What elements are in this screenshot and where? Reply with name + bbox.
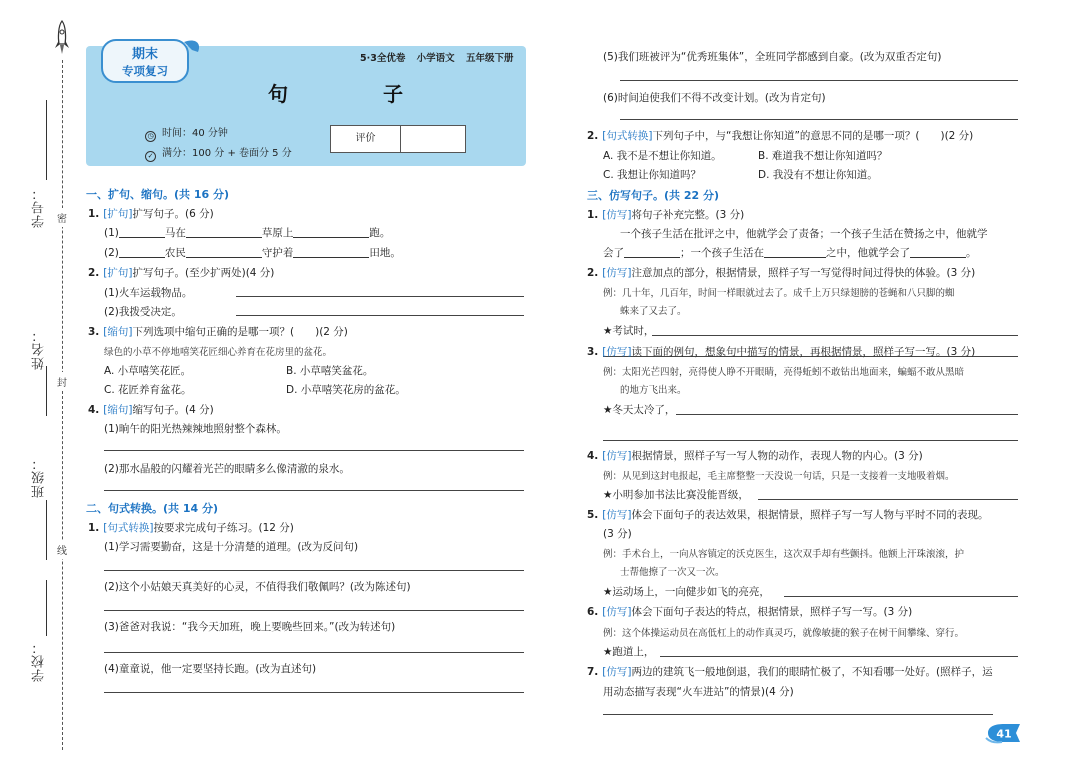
s3-q5: 5. [仿写]体会下面句子的表达效果，根据情景，照样子写一写人物与平时不同的表现。 xyxy=(587,509,989,521)
name-field xyxy=(30,290,52,420)
series-info xyxy=(360,50,522,64)
option-d[interactable]: D. 我没有不想让你知道。 xyxy=(758,169,878,181)
student-id-field xyxy=(30,100,52,270)
section1-heading: 一、扩句、缩句。(共 16 分) xyxy=(86,188,230,201)
binding-word-feng: 封 xyxy=(57,372,67,391)
s3-q6: 6. [仿写]体会下面句子表达的特点，根据情景，照样子写一写。(3 分) xyxy=(587,606,913,618)
blank[interactable] xyxy=(186,246,262,258)
class-field xyxy=(30,430,52,570)
s3-q6-example: 例：这个体操运动员在高低杠上的动作真灵巧，就像敏捷的猴子在树干间攀缘、穿行。 xyxy=(603,628,965,639)
answer-line[interactable] xyxy=(620,80,1018,81)
s3-q3-example1: 例：太阳光芒四射，亮得使人睁不开眼睛，亮得蚯蚓不敢钻出地面来，蝙蝠不敢从黑暗 xyxy=(603,367,965,378)
score-text: 满分：100 分 + 卷面分 5 分 xyxy=(162,148,292,159)
option-d[interactable]: D. 小草嘻笑花房的盆花。 xyxy=(286,384,406,396)
s1-q3-sentence: 绿色的小草不停地嘻笑花匠细心养育在花房里的盆花。 xyxy=(104,347,333,358)
s3-q7-line2: 用动态描写表现“火车进站”的情景)(4 分) xyxy=(603,686,794,698)
student-id-line[interactable] xyxy=(46,100,47,180)
blank[interactable] xyxy=(293,246,369,258)
s2-q2: 2. [句式转换]下列句子中，与“我想让你知道”的意思不同的是哪一项？( )(2 分) xyxy=(587,130,974,142)
s3-q4-answer: ★小明参加书法比赛没能晋级， xyxy=(603,489,749,501)
score-info xyxy=(145,144,292,162)
s2-q1: 1. [句式转换]按要求完成句子练习。(12 分) xyxy=(88,522,294,534)
s3-q2: 2. [仿写]注意加点的部分，根据情景，照样子写一写觉得时间过得快的体验。(3 分) xyxy=(587,267,976,279)
s1-q1 xyxy=(88,206,214,221)
blank[interactable] xyxy=(764,246,826,258)
s3-q2-example2: 蛛来了又去了。 xyxy=(620,306,687,317)
answer-line[interactable] xyxy=(104,570,524,571)
school-line[interactable] xyxy=(46,580,47,636)
blank[interactable] xyxy=(624,246,680,258)
s3-q5-points: (3 分) xyxy=(603,528,632,540)
s3-q1: 1. [仿写]将句子补充完整。(3 分) xyxy=(587,209,745,221)
option-c[interactable]: C. 我想让你知道吗？ xyxy=(603,169,702,181)
s3-q2-example1: 例：几十年，几百年，时间一样眼就过去了。成千上万只绿翅膀的苍蝇和八只脚的蜘 xyxy=(603,288,955,299)
clock-icon: ◷ xyxy=(145,131,156,142)
name-label: 姓名： xyxy=(32,328,47,370)
s3-q5-example2: 士帮他擦了一次又一次。 xyxy=(620,567,725,578)
blank[interactable] xyxy=(119,246,165,258)
answer-line[interactable] xyxy=(104,610,524,611)
series-brand: 5·3全优卷 xyxy=(360,53,406,64)
option-b[interactable]: B. 难道我不想让你知道吗？ xyxy=(758,150,888,162)
answer-line[interactable] xyxy=(652,335,1018,336)
s1-q2-1: (1)火车运载物品。 xyxy=(104,287,193,299)
blank[interactable] xyxy=(293,226,369,238)
evaluation-input[interactable] xyxy=(401,126,465,152)
s2-q1-2: (2)这个小姑娘天真美好的心灵，不值得我们敬佩吗？(改为陈述句) xyxy=(104,581,411,593)
q-text: 扩写句子。(6 分) xyxy=(132,208,214,220)
s1-q2-2: (2)我拨受决定。 xyxy=(104,306,182,318)
evaluation-box xyxy=(330,125,466,153)
s3-q4: 4. [仿写]根据情景，照样子写一写人物的动作，表现人物的内心。(3 分) xyxy=(587,450,923,462)
s1-q1-line2: (2) 农民 守护着 田地。 xyxy=(104,247,401,259)
page-number: 41 xyxy=(996,727,1012,741)
time-text: 时间：40 分钟 xyxy=(162,128,228,139)
class-label: 班级： xyxy=(32,456,47,498)
blank[interactable] xyxy=(910,246,966,258)
q-number: 1. xyxy=(88,208,100,220)
series-subject: 小学语文 xyxy=(416,53,455,64)
answer-line[interactable] xyxy=(104,450,524,451)
binding-word-mi: 密 xyxy=(57,208,67,227)
answer-line[interactable] xyxy=(660,656,1018,657)
student-id-label: 学号： xyxy=(32,186,47,228)
blank[interactable] xyxy=(186,226,262,238)
s3-q3-answer: ★冬天太冷了， xyxy=(603,404,676,416)
answer-line[interactable] xyxy=(676,414,1018,415)
evaluation-label: 评价 xyxy=(331,126,401,152)
answer-line[interactable] xyxy=(758,499,1018,500)
s1-q4-2: (2)那水晶般的闪耀着光芒的眼睛多么像清澈的泉水。 xyxy=(104,463,350,475)
s3-q7: 7. [仿写]两边的建筑飞一般地倒退，我们的眼睛忙极了，不知看哪一处好。(照样子，运 xyxy=(587,666,993,678)
s3-q5-example1: 例：手术台上，一向从容镇定的沃克医生，这次双手却有些颤抖。他额上汗珠滚滚，护 xyxy=(603,549,965,560)
school-field xyxy=(30,580,52,730)
class-line[interactable] xyxy=(46,500,47,560)
series-grade: 五年级下册 xyxy=(465,53,514,64)
s2-q1-3: (3)爸爸对我说：“我今天加班，晚上要晚些回来。”(改为转述句) xyxy=(104,621,396,633)
s1-q1-line1: (1) 马在 草原上 跑。 xyxy=(104,227,391,239)
s1-q3: 3. [缩句]下列选项中缩句正确的是哪一项？( )(2 分) xyxy=(88,326,348,338)
s3-q1-line1: 一个孩子生活在批评之中，他就学会了责备；一个孩子生活在赞扬之中，他就学 xyxy=(620,228,988,240)
s3-q3: 3. [仿写]读下面的例句，想象句中描写的情景，再根据情景，照样子写一写。(3 分) xyxy=(587,346,976,358)
badge-line1: 期末 xyxy=(131,47,159,62)
s3-q3-example2: 的地方飞出来。 xyxy=(620,385,687,396)
option-a[interactable]: A. 我不是不想让你知道。 xyxy=(603,150,722,162)
school-label: 学校： xyxy=(32,640,47,682)
option-b[interactable]: B. 小草嘻笑盆花。 xyxy=(286,365,374,377)
s3-q1-line2: 会了 ；一个孩子生活在 之中，他就学会了 。 xyxy=(603,247,977,259)
s3-q2-answer: ★考试时， xyxy=(603,325,655,337)
option-c[interactable]: C. 花匠养育盆花。 xyxy=(104,384,192,396)
rocket-icon xyxy=(54,20,70,56)
name-line[interactable] xyxy=(46,366,47,416)
s2-q1-4: (4)童童说，他一定要坚持长跑。(改为直述句) xyxy=(104,663,317,675)
binding-strip xyxy=(0,0,78,763)
binding-dashed-line xyxy=(62,60,63,750)
option-a[interactable]: A. 小草嘻笑花匠。 xyxy=(104,365,192,377)
s1-q4: 4. [缩句]缩写句子。(4 分) xyxy=(88,404,214,416)
r-q5: (5)我们班被评为“优秀班集体”，全班同学都感到自豪。(改为双重否定句) xyxy=(603,51,942,63)
answer-line[interactable] xyxy=(784,596,1018,597)
answer-line[interactable] xyxy=(603,440,1018,441)
r-q6: (6)时间迫使我们不得不改变计划。(改为肯定句) xyxy=(603,92,826,104)
section2-heading: 二、句式转换。(共 14 分) xyxy=(86,502,219,515)
answer-line[interactable] xyxy=(236,315,524,316)
answer-line[interactable] xyxy=(104,652,524,653)
badge-line2: 专项复习 xyxy=(122,64,168,78)
answer-line[interactable] xyxy=(104,692,524,693)
s3-q5-answer: ★运动场上，一向健步如飞的亮亮， xyxy=(603,586,770,598)
blank[interactable] xyxy=(119,226,165,238)
page-number-badge xyxy=(984,722,1024,744)
answer-line[interactable] xyxy=(104,490,524,491)
s3-q6-answer: ★跑道上， xyxy=(603,646,655,658)
s3-q4-example: 例：从见到这封电报起，毛主席整整一天没说一句话，只是一支接着一支地吸着烟。 xyxy=(603,471,955,482)
answer-line[interactable] xyxy=(236,296,524,297)
q-tag: [扩句] xyxy=(103,208,133,220)
page-title: 句 子 xyxy=(268,82,447,106)
section3-heading: 三、仿写句子。(共 22 分) xyxy=(587,189,720,202)
s2-q1-1: (1)学习需要勤奋，这是十分清楚的道理。(改为反问句) xyxy=(104,541,359,553)
answer-line[interactable] xyxy=(620,119,1018,120)
answer-line[interactable] xyxy=(603,714,993,715)
time-info xyxy=(145,124,228,142)
review-badge xyxy=(98,36,204,86)
s1-q4-1: (1)晌午的阳光热辣辣地照射整个森林。 xyxy=(104,423,287,435)
binding-word-xian: 线 xyxy=(57,540,67,559)
check-icon: ✓ xyxy=(145,151,156,162)
s1-q2: 2. [扩句]扩写句子。(至少扩两处)(4 分) xyxy=(88,267,275,279)
